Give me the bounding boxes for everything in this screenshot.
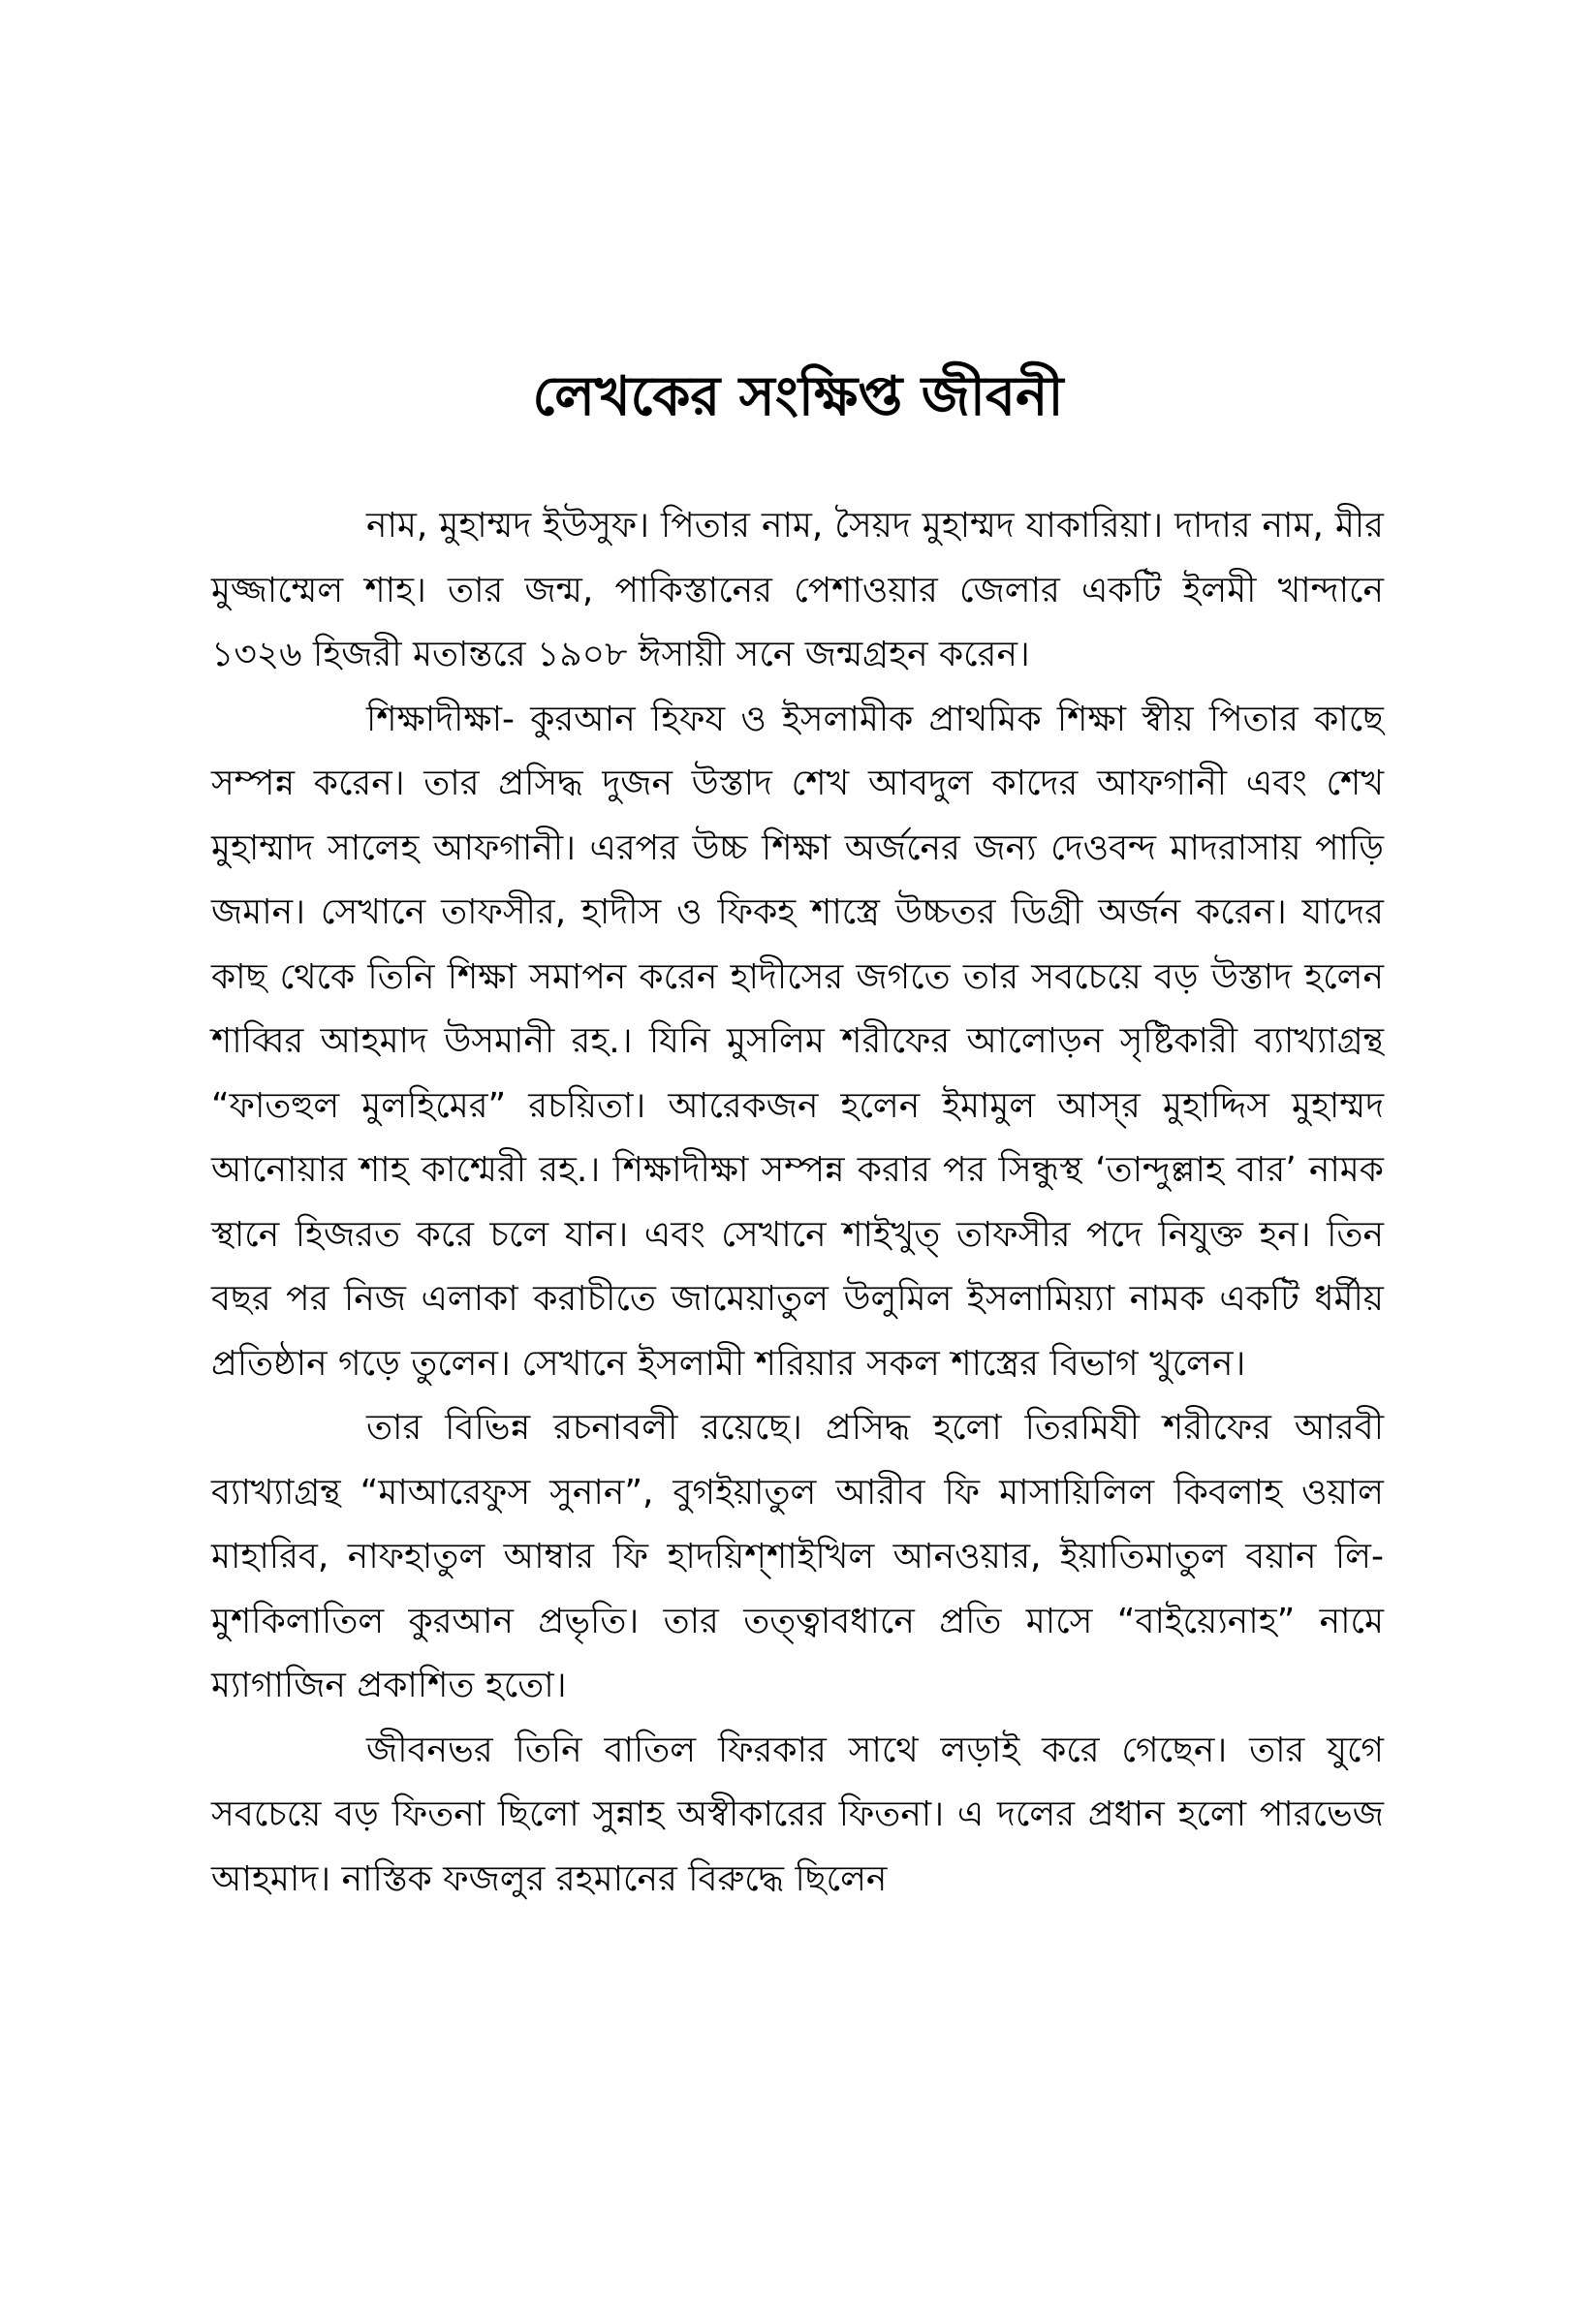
paragraph-education: শিক্ষাদীক্ষা- কুরআন হিফয ও ইসলামীক প্রাথমিক শিক্ষা স্বীয় পিতার কাছে সম্পন্ন করেন। তার প্রসিদ্ধ দুজন উস্তাদ শেখ আবদুল কাদের আফগানী এবং শেখ মুহাম্মাদ সালেহ আফগানী। এরপর উচ্চ শিক্ষা অর্জনের জন্য দেওবন্দ মাদরাসায় পাড়ি জমান। সেখানে তাফসীর, হাদীস ও ফিকহ শাস্ত্রে উচ্চতর ডিগ্রী অর্জন করেন। যাদের কাছ থেকে তিনি শিক্ষা সমাপন করেন হাদীসের জগতে তার সবচেয়ে বড় উস্তাদ হলেন শাব্বির আহমাদ উসমানী রহ.। যিনি মুসলিম শরীফের আলোড়ন সৃষ্টিকারী ব্যাখ্যাগ্রন্থ “ফাতহুল মুলহিমের” রচয়িতা। আরেকজন হলেন ইমামুল আস্‌র মুহাদ্দিস মুহাম্মদ আনোয়ার শাহ কাশ্মেরী রহ.। শিক্ষাদীক্ষা সম্পন্ন করার পর সিন্ধুস্থ ‘তান্দুল্লাহ বার’ নামক স্থানে হিজরত করে চলে যান। এবং সেখানে শাইখুত্‌ তাফসীর পদে নিযুক্ত হন। তিন বছর পর নিজ এলাকা করাচীতে জামেয়াতুল উলুমিল ইসলামিয়্যা নামক একটি ধর্মীয় প্রতিষ্ঠান গড়ে তুলেন। সেখানে ইসলামী শরিয়ার সকল শাস্ত্রের বিভাগ খুলেন। (211, 699, 1384, 1384)
paragraph-name-birth: নাম, মুহাম্মদ ইউসুফ। পিতার নাম, সৈয়দ মুহাম্মদ যাকারিয়া। দাদার নাম, মীর মুজ্জাম্মেল শাহ। তার জন্ম, পাকিস্তানের পেশাওয়ার জেলার একটি ইলমী খান্দানে ১৩২৬ হিজরী মতান্তরে ১৯০৮ ঈসায়ী সনে জন্মগ্রহন করেন। (211, 506, 1384, 674)
paragraph-struggle: জীবনভর তিনি বাতিল ফিরকার সাথে লড়াই করে গেছেন। তার যুগে সবচেয়ে বড় ফিতনা ছিলো সুন্নাহ অস্বীকারের ফিতনা। এ দলের প্রধান হলো পারভেজ আহমাদ। নাস্তিক ফজলুর রহমানের বিরুদ্ধে ছিলেন (211, 1730, 1384, 1899)
body-text (211, 494, 1384, 1912)
paragraph-works: তার বিভিন্ন রচনাবলী রয়েছে। প্রসিদ্ধ হলো তিরমিযী শরীফের আরবী ব্যাখ্যাগ্রন্থ “মাআরেফুস সুনান”, বুগইয়াতুল আরীব ফি মাসায়িলিল কিবলাহ ওয়াল মাহারিব, নাফহাতুল আম্বার ফি হাদয়িশ্‌শাইখিল আনওয়ার, ইয়াতিমাতুল বয়ান লি-মুশকিলাতিল কুরআন প্রভৃতি। তার তত্ত্বাবধানে প্রতি মাসে “বাইয়্যেনাহ” নামে ম্যাগাজিন প্রকাশিত হতো। (211, 1408, 1384, 1705)
page-title: লেখকের সংক্ষিপ্ত জীবনী (532, 365, 1064, 428)
